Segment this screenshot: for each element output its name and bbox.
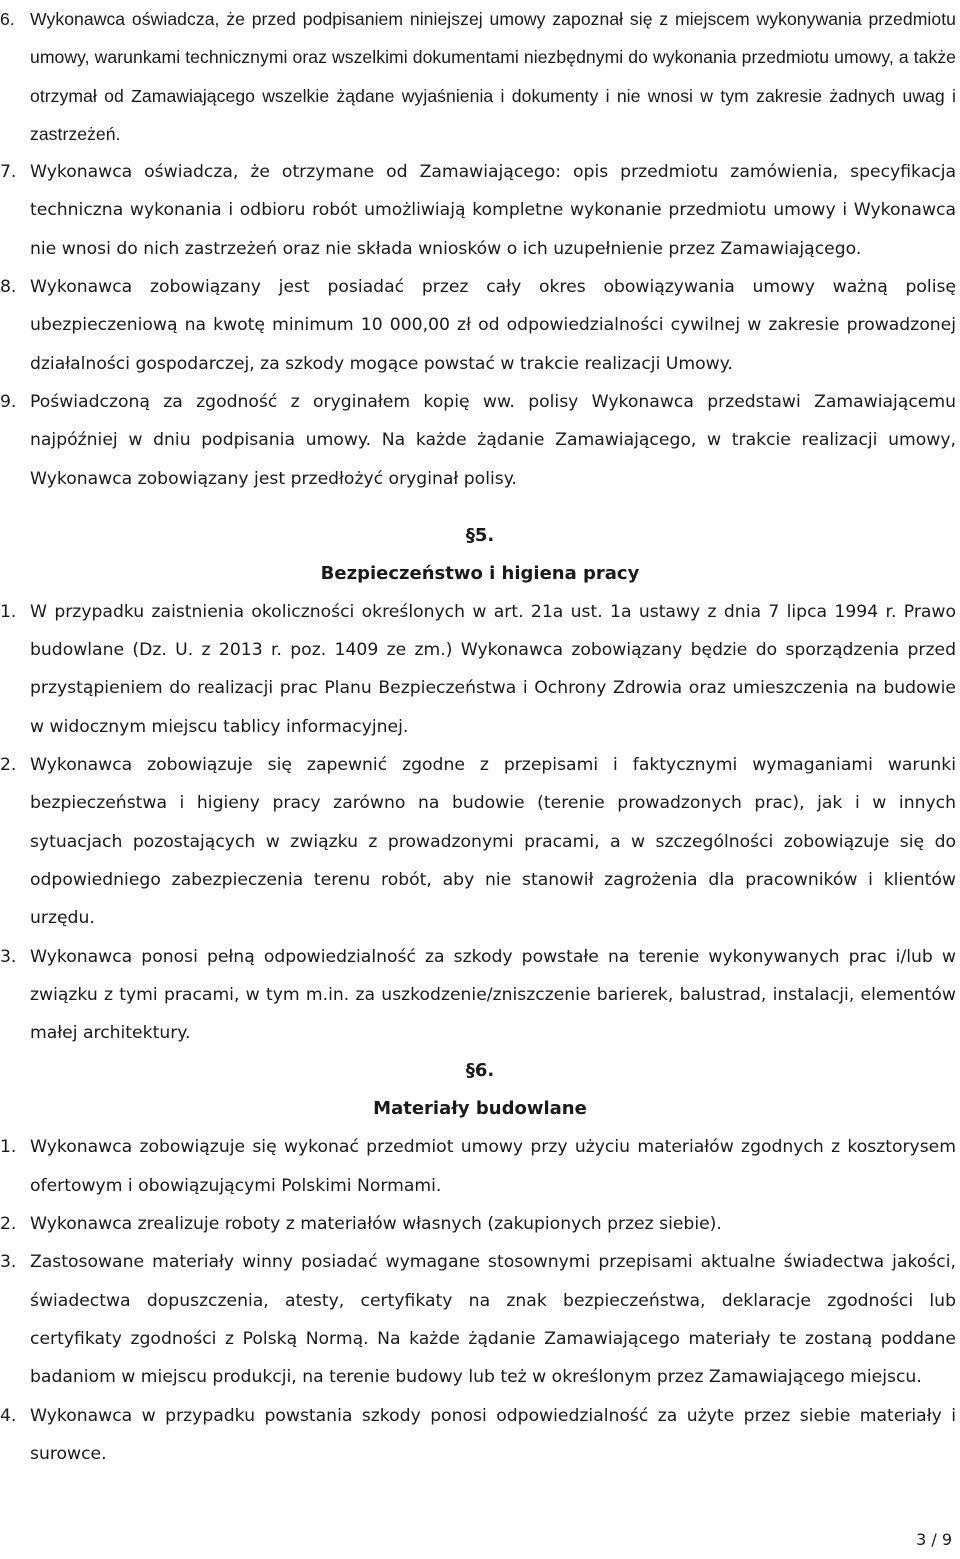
clause-text: Wykonawca ponosi pełną odpowiedzialność za szkody powstałe na terenie wykonywanych prac i/lub w związku z tymi pracami, w tym m.in. za uszkodzenie/zniszczenie barierek, balustrad, instalacji, elementów małej architektury. (30, 946, 956, 1044)
clause-item (0, 1205, 960, 1243)
clause-text: Wykonawca oświadcza, że otrzymane od Zamawiającego: opis przedmiotu zamówienia, specyfikacja techniczna wykonania i odbioru robót umożliwiają kompletne wykonanie przedmiotu umowy i Wykonawca nie wnosi do nich zastrzeżeń oraz nie składa wniosków o ich uzupełnienie przez Zamawiającego. (30, 162, 956, 259)
clause-number: 3. (0, 946, 17, 967)
clause-number: 7. (0, 162, 17, 183)
clause-item (0, 153, 960, 268)
clause-text: Wykonawca zobowiązuje się zapewnić zgodne z przepisami i faktycznymi wymaganiami warunki bezpieczeństwa i higieny pracy zarówno na budowie (terenie prowadzonych prac), jak i w innych sytuacjach pozostających w związku z prowadzonymi pracami, a w szczególności zobowiązuje się do odpowiedniego zabezpieczenia terenu robót, aby nie stanowił zagrożenia dla pracowników i klientów urzędu. (30, 755, 956, 929)
clause-item (0, 938, 960, 1053)
clause-item (0, 0, 960, 153)
clause-item (0, 268, 960, 383)
section-6-title: Materiały budowlane (373, 1098, 587, 1120)
clause-item (0, 1243, 960, 1396)
clause-number: 3. (0, 1252, 17, 1273)
clause-text: Wykonawca zobowiązany jest posiadać przez cały okres obowiązywania umowy ważną polisę ubezpieczeniową na kwotę minimum 10 000,00 zł od odpowiedzialności cywilnej w zakresie prowadzonej działalności gospodarczej, za szkody mogące powstać w trakcie realizacji Umowy. (30, 277, 956, 374)
clause-text: W przypadku zaistnienia okoliczności określonych w art. 21a ust. 1a ustawy z dnia 7 lipca 1994 r. Prawo budowlane (Dz. U. z 2013 r. poz. 1409 ze zm.) Wykonawca zobowiązany będzie do sporządzenia przed przystąpieniem do realizacji prac Planu Bezpieczeństwa i Ochrony Zdrowia oraz umieszczenia na budowie w widocznym miejscu tablicy informacyjnej. (30, 601, 956, 737)
section-5-mark: §5. (465, 524, 495, 546)
clause-item (0, 383, 960, 498)
clause-item (0, 593, 960, 746)
clause-item (0, 746, 960, 937)
clause-item (0, 1128, 960, 1205)
clause-text: Wykonawca w przypadku powstania szkody ponosi odpowiedzialność za użyte przez siebie materiały i surowce. (30, 1405, 956, 1464)
clause-item (0, 1397, 960, 1474)
section-5-title: Bezpieczeństwo i higiena pracy (320, 562, 640, 584)
clause-number: 9. (0, 391, 17, 412)
page-number: 3 / 9 (916, 1530, 952, 1549)
clause-number: 4. (0, 1405, 17, 1426)
section-spacer (0, 498, 960, 517)
clause-text: Wykonawca zrealizuje roboty z materiałów własnych (zakupionych przez siebie). (30, 1214, 722, 1235)
clause-text: Poświadczoną za zgodność z oryginałem kopię ww. polisy Wykonawca przedstawi Zamawiającemu najpóźniej w dniu podpisania umowy. Na każde żądanie Zamawiającego, w trakcie realizacji umowy, Wykonawca zobowiązany jest przedłożyć oryginał polisy. (30, 391, 956, 489)
section-6-mark: §6. (465, 1060, 495, 1082)
clause-text: Wykonawca oświadcza, że przed podpisaniem niniejszej umowy zapoznał się z miejscem wykonywania przedmiotu umowy, warunkami technicznymi oraz wszelkimi dokumentami niezbędnymi do wykonania przedmiotu umowy, a także otrzymał od Zamawiającego wszelkie żądane wyjaśnienia i dokumenty i nie wnosi w tym zakresie żadnych uwag i zastrzeżeń. (30, 9, 956, 144)
clause-number: 6. (0, 9, 15, 29)
clause-number: 1. (0, 601, 17, 622)
clause-number: 1. (0, 1137, 17, 1158)
clause-number: 8. (0, 277, 17, 298)
clause-number: 2. (0, 1214, 17, 1235)
clause-number: 2. (0, 755, 17, 776)
clause-text: Zastosowane materiały winny posiadać wymagane stosownymi przepisami aktualne świadectwa jakości, świadectwa dopuszczenia, atesty, certyfikaty na znak bezpieczeństwa, deklaracje zgodności lub certyfikaty zgodności z Polską Normą. Na każde żądanie Zamawiającego materiały te zostaną poddane badaniom w miejscu produkcji, na terenie budowy lub też w określonym przez Zamawiającego miejscu. (30, 1252, 956, 1388)
clause-text: Wykonawca zobowiązuje się wykonać przedmiot umowy przy użyciu materiałów zgodnych z kosztorysem ofertowym i obowiązującymi Polskimi Normami. (30, 1137, 956, 1196)
